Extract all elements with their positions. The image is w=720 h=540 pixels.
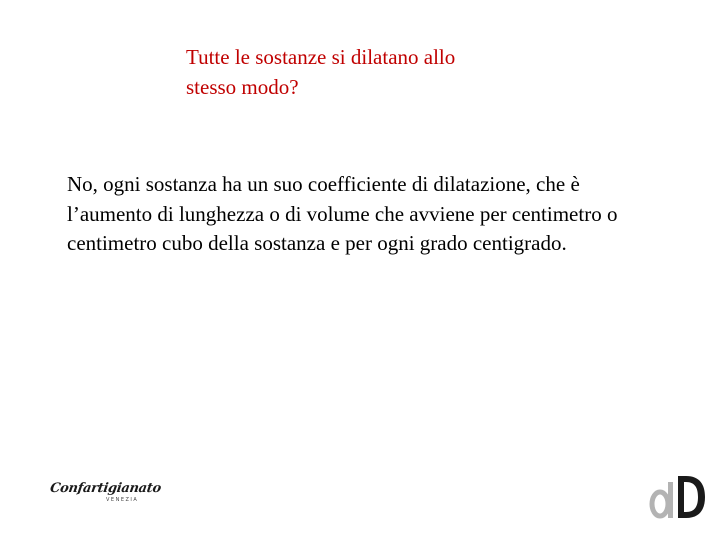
- confartigianato-logo: [49, 481, 162, 508]
- confartigianato-logo-subtext: VENEZIA: [106, 497, 139, 503]
- dd-logo-icon: [648, 470, 708, 522]
- dd-logo: [648, 470, 708, 522]
- slide-title: Tutte le sostanze si dilatano allo stesso modo?: [186, 45, 456, 99]
- confartigianato-logo-text: Confartigianato: [49, 481, 162, 496]
- slide-body-text: No, ogni sostanza ha un suo coefficiente di dilatazione, che è l’aumento di lunghezza o di volume che avviene per centimetro o centimetro cubo della sostanza e per ogni grado centigrado.: [67, 172, 618, 255]
